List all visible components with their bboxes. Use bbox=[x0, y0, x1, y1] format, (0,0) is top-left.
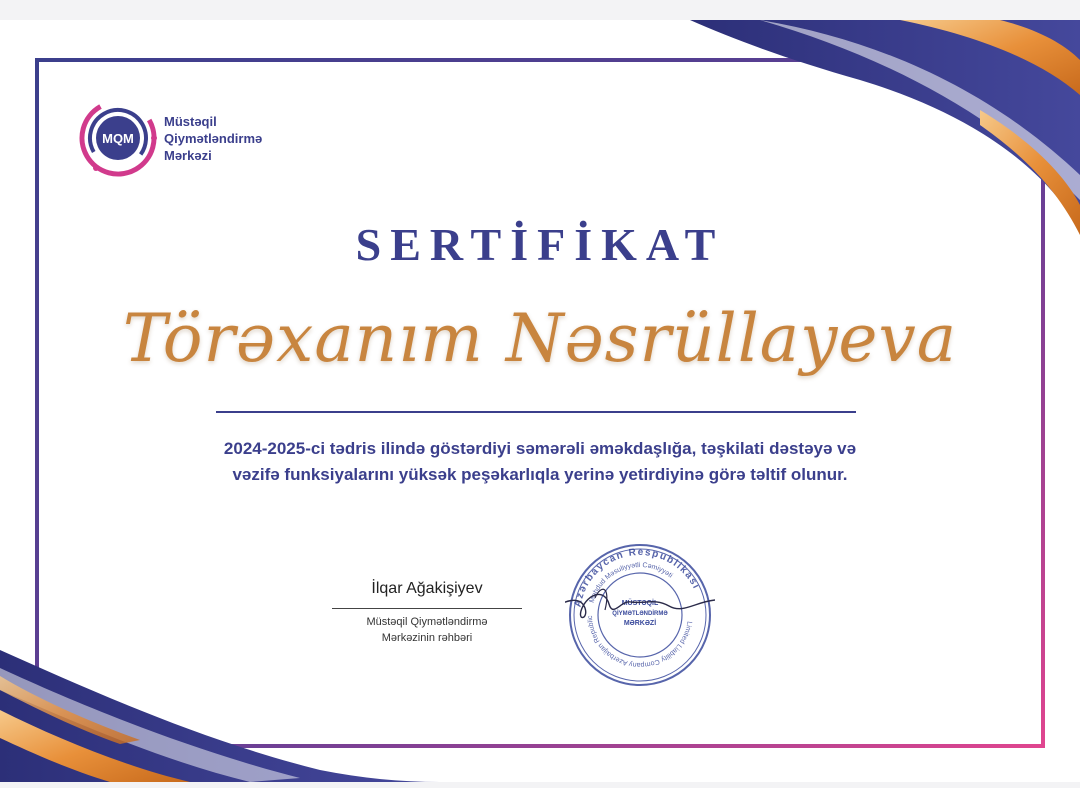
signatory-role bbox=[332, 614, 522, 646]
body-line: vəzifə funksiyalarını yüksək peşəkarlıqla yerinə yetirdiyinə görə təltif olunur. bbox=[232, 465, 848, 484]
certificate-body bbox=[120, 436, 960, 488]
certificate-title: SERTİFİKAT bbox=[355, 219, 725, 270]
logo-line: Mərkəzi bbox=[164, 148, 212, 163]
role-line: Müstəqil Qiymətləndirmə bbox=[366, 616, 488, 628]
logo-line: Müstəqil bbox=[164, 114, 217, 129]
bottom-strip bbox=[0, 782, 1080, 788]
seal-outer-text: Azərbaycan Respublikası bbox=[572, 546, 702, 609]
top-right-swoosh bbox=[690, 20, 1080, 235]
logo-line: Qiymətləndirmə bbox=[164, 131, 263, 146]
signatory-name: İlqar Ağakişiyev bbox=[371, 580, 483, 597]
recipient-name: Törəxanım Nəsrüllayeva bbox=[122, 300, 958, 377]
seal-center-line: MƏRKƏZİ bbox=[623, 620, 657, 627]
logo-badge: MQM bbox=[102, 131, 134, 146]
mqm-logo bbox=[76, 96, 166, 180]
signature-line bbox=[332, 608, 522, 609]
logo-wordmark bbox=[164, 113, 262, 164]
recipient-underline bbox=[216, 411, 856, 413]
bottom-left-swoosh bbox=[0, 650, 440, 782]
seal-center-line: MÜSTƏQİL bbox=[621, 600, 659, 607]
seal-inner-text: Məhdud Məsuliyyətli Cəmiyyəti bbox=[588, 561, 674, 604]
seal-bottom-text: Limited Liability Company Azerbaijan Republic bbox=[586, 615, 693, 669]
official-seal bbox=[565, 540, 715, 690]
seal-center-line: QİYMƏTLƏNDİRMƏ bbox=[612, 611, 668, 617]
body-line: 2024-2025-ci tədris ilində göstərdiyi səmərəli əməkdaşlığa, təşkilati dəstəyə və bbox=[223, 439, 857, 458]
role-line: Mərkəzinin rəhbəri bbox=[381, 632, 473, 644]
